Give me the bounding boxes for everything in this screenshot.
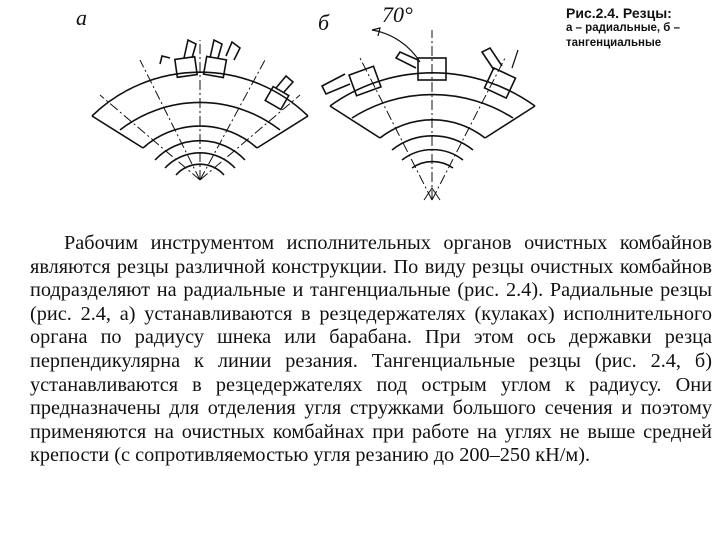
angle-label: 70° (382, 2, 413, 27)
body-paragraph: Рабочим инструментом исполнительных органов очистных комбайнов являются резцы различной конструкции. По виду резцы очистных комбайнов подразделяют на радиальные и тангенциальные (рис. 2.4). Радиальные резцы (рис. 2.4, а) устанавливаются в резцедержателях (кулаках) исполнительного органа по радиусу шнека или барабана. При этом ось державки резца перпендикулярна к линии резания. Тангенциальные резцы (рис. 2.4, б) устанавливаются в резцедержателях под острым углом к радиусу. Они предназначены для отделения угля стружками большого сечения и поэтому применяются на очистных комбайнах при работе на углях не выше средней крепости (с сопротивляемостью угля резанию до 200–250 кН/м). (30, 232, 712, 467)
figure-caption (566, 6, 716, 51)
figure-label-a: а (76, 5, 87, 30)
figure-label-b: б (318, 10, 330, 35)
caption-title: Рис.2.4. Резцы: (566, 5, 672, 21)
tangential-cutters-drawing (322, 28, 535, 200)
radial-cutters-drawing (92, 40, 308, 180)
figure-area (0, 0, 720, 225)
caption-line-3: тангенциальные (566, 37, 662, 49)
body-text-block (30, 232, 712, 468)
caption-line-2: а – радиальные, б – (566, 22, 680, 34)
